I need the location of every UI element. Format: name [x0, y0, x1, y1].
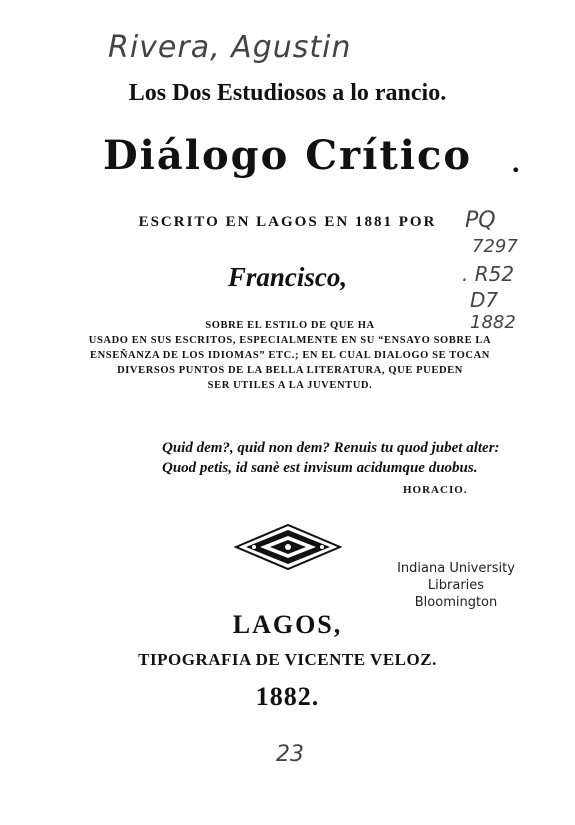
ornament-icon	[232, 522, 344, 577]
ornament-svg	[232, 522, 344, 572]
library-stamp-line: Indiana University	[397, 561, 515, 576]
call-number-line: PQ	[465, 208, 496, 233]
imprint-year: 1882.	[255, 682, 320, 711]
library-stamp	[386, 560, 526, 611]
title-dot: .	[512, 146, 520, 179]
description-line: ENSEÑANZA DE LOS IDIOMAS” ETC.; EN EL CUAL DIALOGO SE TOCAN	[90, 350, 490, 361]
call-number-line: 1882	[470, 312, 516, 333]
epigraph-line: Quod petis, id sanè est invisum acidumque duobus.	[162, 460, 478, 476]
title-gothic: Diálogo Crítico	[102, 132, 473, 179]
epigraph-author: HORACIO.	[403, 484, 468, 496]
call-number-line: 7297	[472, 236, 518, 257]
written-in-line: ESCRITO EN LAGOS EN 1881 POR	[138, 214, 437, 230]
epigraph-line: Quid dem?, quid non dem? Renuis tu quod jubet alter:	[162, 440, 500, 456]
page-mark: 23	[276, 742, 304, 767]
author-name: Francisco,	[227, 262, 348, 292]
call-number-line: . R52	[462, 262, 515, 286]
title-line: Los Dos Estudiosos a lo rancio.	[128, 80, 447, 106]
imprint-printer: TIPOGRAFIA DE VICENTE VELOZ.	[138, 650, 437, 669]
description-line: DIVERSOS PUNTOS DE LA BELLA LITERATURA, QUE PUEDEN	[117, 365, 463, 376]
description-line: USADO EN SUS ESCRITOS, ESPECIALMENTE EN SU “ENSAYO SOBRE LA	[88, 335, 492, 346]
description-line: SOBRE EL ESTILO DE QUE HA	[205, 320, 375, 331]
description-block	[84, 318, 496, 393]
library-stamp-line: Libraries	[427, 578, 485, 593]
description-line: SER UTILES A LA JUVENTUD.	[207, 380, 373, 391]
handwritten-author-note: Rivera, Agustin	[108, 30, 352, 65]
library-stamp-line: Bloomington	[414, 595, 498, 610]
call-number-line: D7	[470, 288, 499, 312]
imprint-place: LAGOS,	[232, 610, 343, 639]
